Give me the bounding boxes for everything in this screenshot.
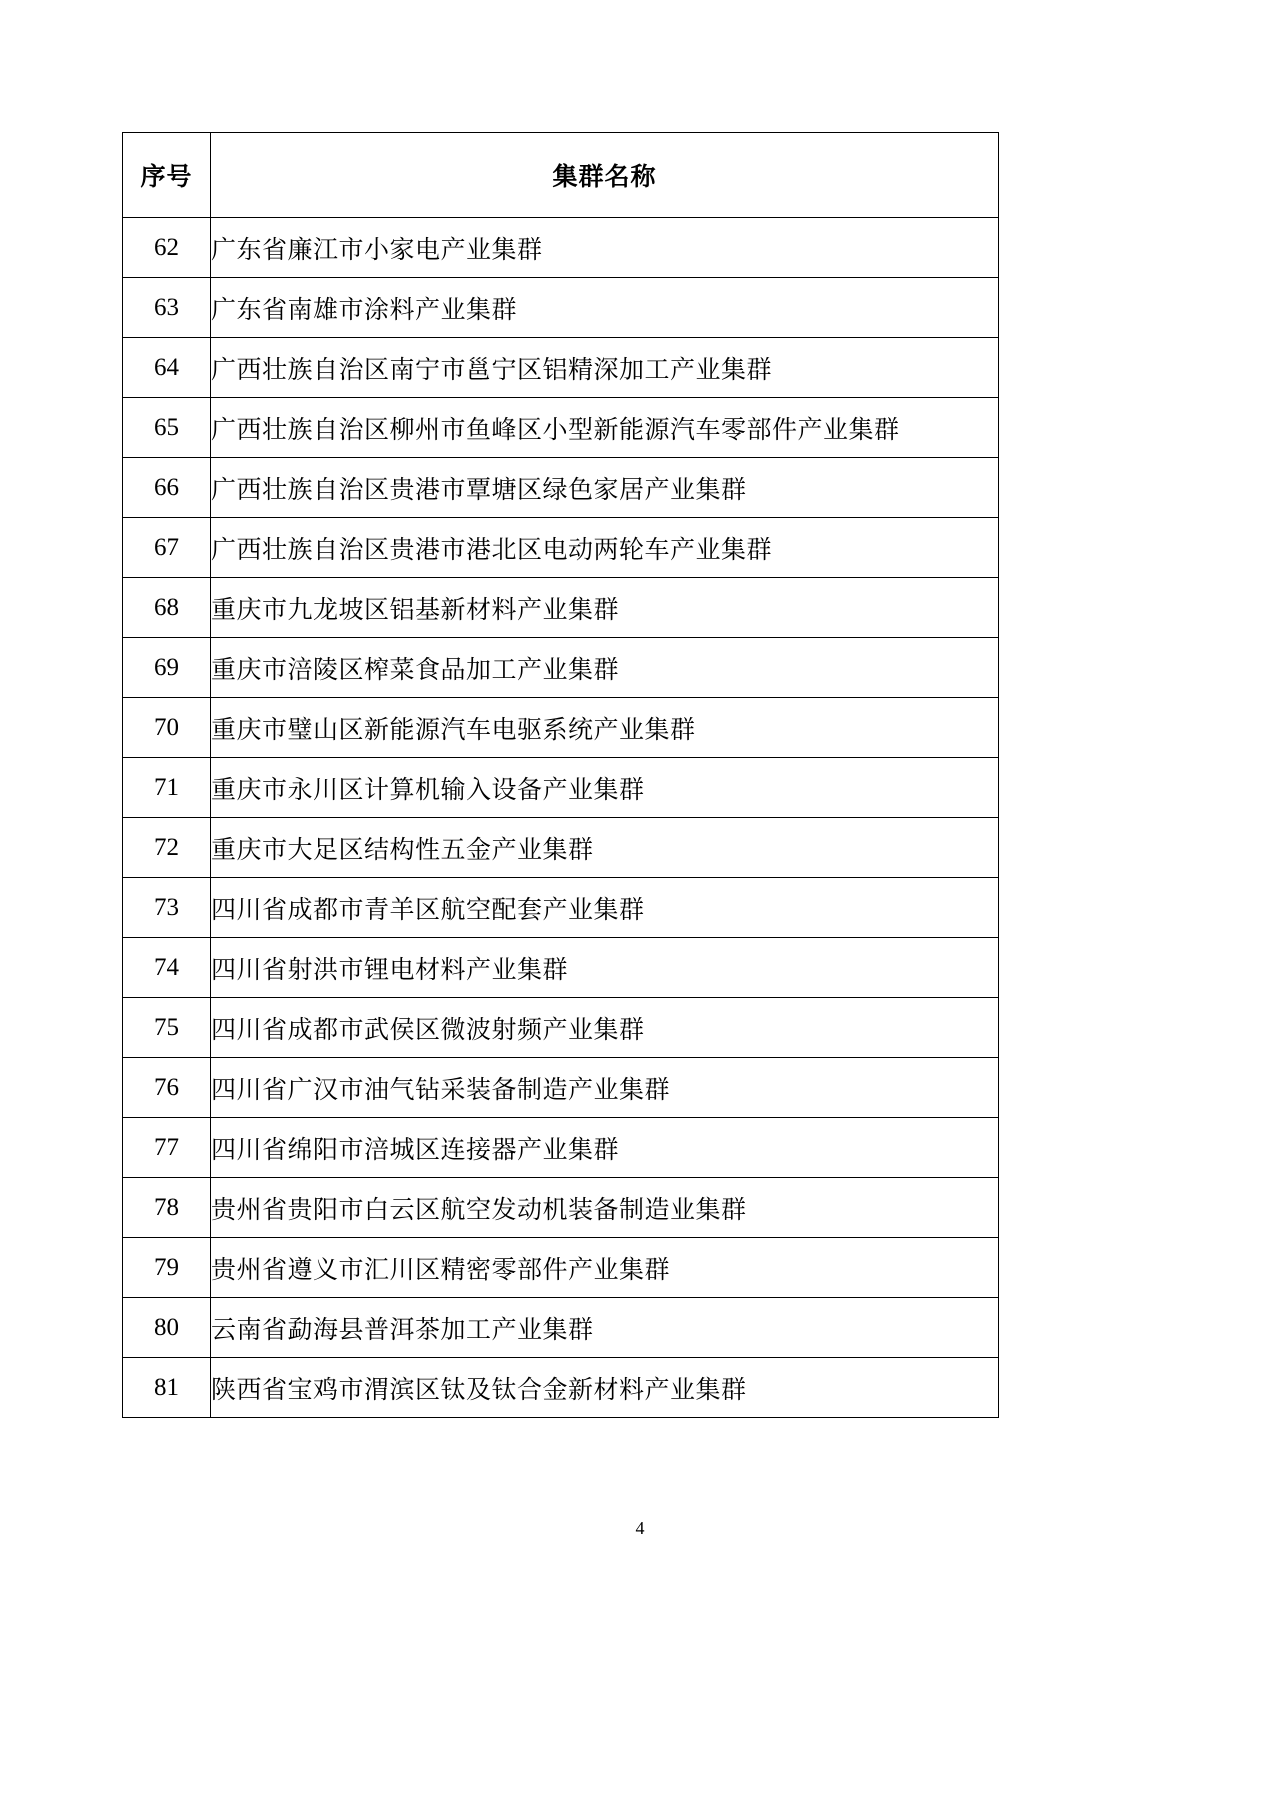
table-row xyxy=(123,458,999,518)
cell-serial-number: 77 xyxy=(123,1118,211,1178)
cell-serial-number: 62 xyxy=(123,218,211,278)
cell-cluster-name: 四川省广汉市油气钻采装备制造产业集群 xyxy=(211,1058,999,1118)
cell-cluster-name: 广西壮族自治区贵港市港北区电动两轮车产业集群 xyxy=(211,518,999,578)
column-header-cluster-name: 集群名称 xyxy=(211,133,999,218)
cell-serial-number: 73 xyxy=(123,878,211,938)
cell-cluster-name: 贵州省遵义市汇川区精密零部件产业集群 xyxy=(211,1238,999,1298)
cell-cluster-name: 广西壮族自治区贵港市覃塘区绿色家居产业集群 xyxy=(211,458,999,518)
cell-serial-number: 63 xyxy=(123,278,211,338)
cell-serial-number: 75 xyxy=(123,998,211,1058)
table-row xyxy=(123,218,999,278)
cell-serial-number: 67 xyxy=(123,518,211,578)
table-row xyxy=(123,818,999,878)
cell-serial-number: 79 xyxy=(123,1238,211,1298)
cell-cluster-name: 四川省成都市武侯区微波射频产业集群 xyxy=(211,998,999,1058)
table-row xyxy=(123,698,999,758)
cell-serial-number: 72 xyxy=(123,818,211,878)
table-row xyxy=(123,998,999,1058)
cell-cluster-name: 四川省射洪市锂电材料产业集群 xyxy=(211,938,999,998)
cell-serial-number: 78 xyxy=(123,1178,211,1238)
table-row xyxy=(123,278,999,338)
table-row xyxy=(123,398,999,458)
table-row xyxy=(123,1118,999,1178)
cell-serial-number: 68 xyxy=(123,578,211,638)
cell-serial-number: 66 xyxy=(123,458,211,518)
column-header-serial-number: 序号 xyxy=(123,133,211,218)
table-row xyxy=(123,1058,999,1118)
table-row xyxy=(123,758,999,818)
cell-serial-number: 74 xyxy=(123,938,211,998)
table-row xyxy=(123,1178,999,1238)
cell-serial-number: 71 xyxy=(123,758,211,818)
cell-cluster-name: 广东省南雄市涂料产业集群 xyxy=(211,278,999,338)
cell-cluster-name: 四川省绵阳市涪城区连接器产业集群 xyxy=(211,1118,999,1178)
table-row xyxy=(123,638,999,698)
table-row xyxy=(123,878,999,938)
table-row xyxy=(123,938,999,998)
cluster-table-container xyxy=(122,132,998,1418)
cell-serial-number: 76 xyxy=(123,1058,211,1118)
cell-serial-number: 65 xyxy=(123,398,211,458)
cell-cluster-name: 广西壮族自治区柳州市鱼峰区小型新能源汽车零部件产业集群 xyxy=(211,398,999,458)
table-row xyxy=(123,1238,999,1298)
cell-cluster-name: 重庆市九龙坡区铝基新材料产业集群 xyxy=(211,578,999,638)
table-header-row xyxy=(123,133,999,218)
page-number: 4 xyxy=(635,1518,645,1538)
cell-cluster-name: 贵州省贵阳市白云区航空发动机装备制造业集群 xyxy=(211,1178,999,1238)
cell-serial-number: 69 xyxy=(123,638,211,698)
table-row xyxy=(123,338,999,398)
table-row xyxy=(123,1298,999,1358)
cell-cluster-name: 四川省成都市青羊区航空配套产业集群 xyxy=(211,878,999,938)
cell-cluster-name: 重庆市璧山区新能源汽车电驱系统产业集群 xyxy=(211,698,999,758)
cell-cluster-name: 陕西省宝鸡市渭滨区钛及钛合金新材料产业集群 xyxy=(211,1358,999,1418)
table-row xyxy=(123,1358,999,1418)
cell-cluster-name: 重庆市永川区计算机输入设备产业集群 xyxy=(211,758,999,818)
cell-serial-number: 80 xyxy=(123,1298,211,1358)
table-body xyxy=(123,218,999,1418)
cell-serial-number: 70 xyxy=(123,698,211,758)
cluster-table xyxy=(122,132,999,1418)
table-row xyxy=(123,518,999,578)
cell-cluster-name: 重庆市大足区结构性五金产业集群 xyxy=(211,818,999,878)
cell-cluster-name: 重庆市涪陵区榨菜食品加工产业集群 xyxy=(211,638,999,698)
table-row xyxy=(123,578,999,638)
cell-serial-number: 64 xyxy=(123,338,211,398)
cell-cluster-name: 云南省勐海县普洱茶加工产业集群 xyxy=(211,1298,999,1358)
table-header xyxy=(123,133,999,218)
cell-cluster-name: 广东省廉江市小家电产业集群 xyxy=(211,218,999,278)
cell-cluster-name: 广西壮族自治区南宁市邕宁区铝精深加工产业集群 xyxy=(211,338,999,398)
cell-serial-number: 81 xyxy=(123,1358,211,1418)
